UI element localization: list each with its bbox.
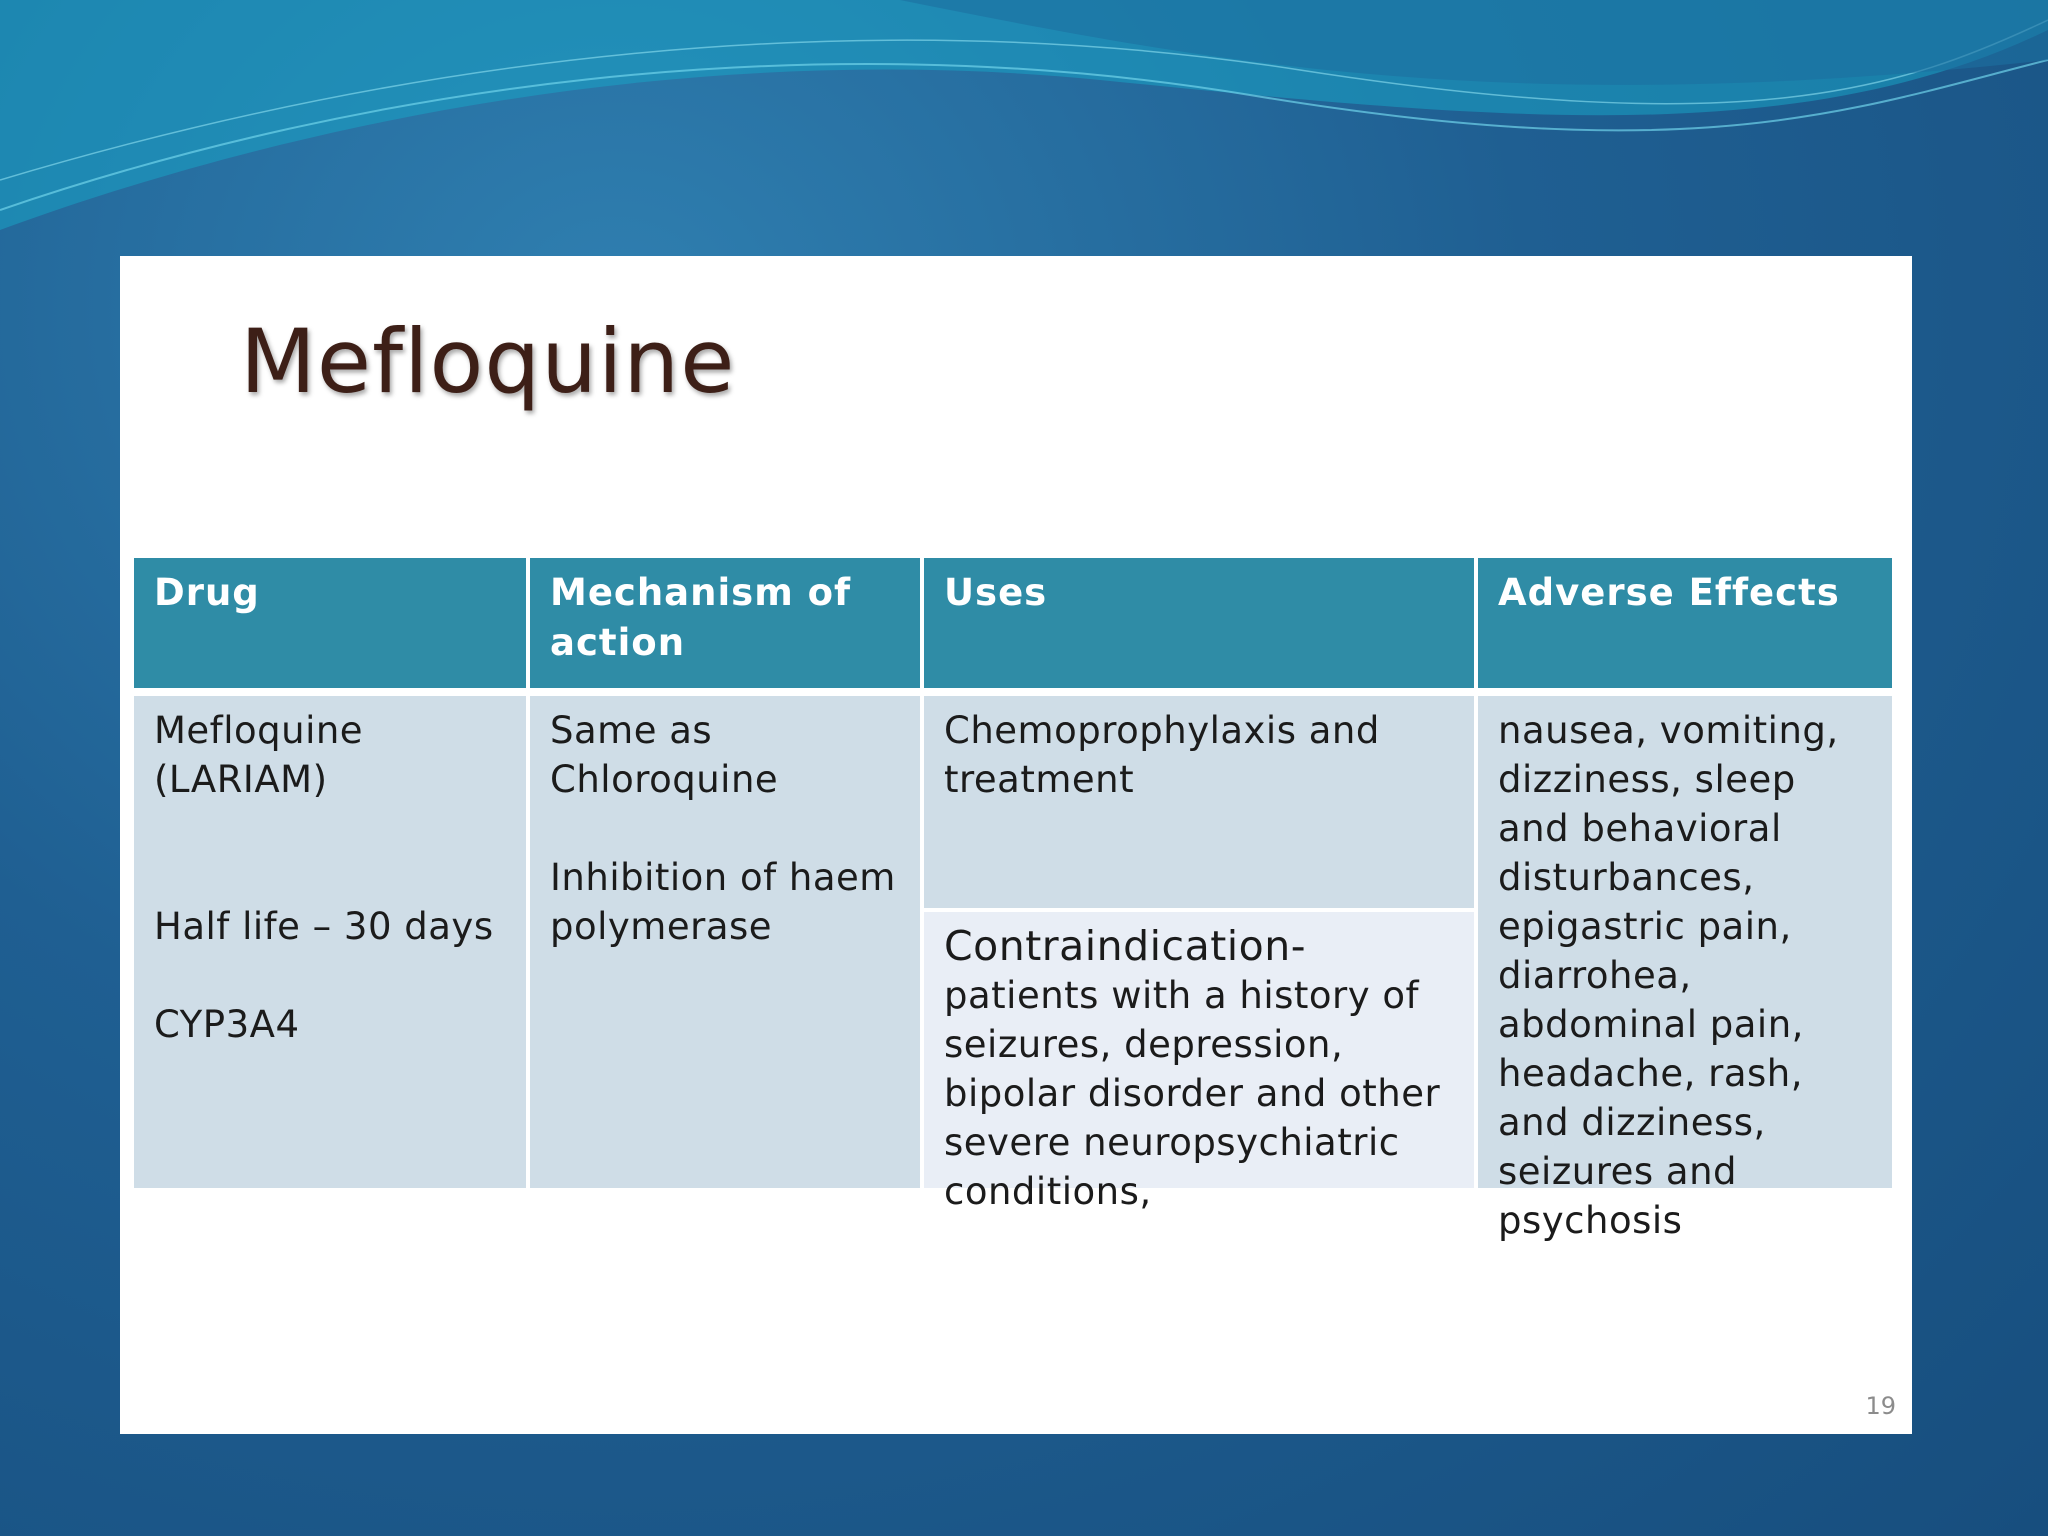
uses-primary-text: Chemoprophylaxis and treatment [944,709,1380,801]
cell-uses-primary [924,696,1474,908]
background-wave-decoration [0,0,2048,260]
cell-mechanism [530,696,920,1188]
adverse-effects-text: nausea, vomiting, dizziness, sleep and behavioral disturbances, epigastric pain, diarrohea, abdominal pain, headache, rash, and dizziness, seizures and psychosis [1498,709,1839,1242]
cell-uses-contraindication [924,912,1474,1213]
mechanism-line-2: Inhibition of haem polymerase [550,856,896,948]
slide-title: Mefloquine [240,310,736,413]
drug-half-life: Half life – 30 days [154,905,494,948]
drug-table [134,558,1892,1242]
header-uses: Uses [924,558,1474,688]
mechanism-line-1: Same as Chloroquine [550,709,779,801]
drug-metabolism: CYP3A4 [154,1003,300,1046]
contraindication-label: Contraindication- [944,922,1307,970]
cell-adverse-effects [1478,696,1892,1242]
header-mechanism: Mechanism of action [530,558,920,688]
page-number: 19 [1865,1392,1896,1420]
cell-drug [134,696,526,1188]
header-adverse-effects: Adverse Effects [1478,558,1892,688]
contraindication-text: patients with a history of seizures, depression, bipolar disorder and other severe neuropsychiatric conditions, [944,974,1441,1213]
drug-name: Mefloquine (LARIAM) [154,709,364,801]
slide-panel [120,256,1912,1434]
header-drug: Drug [134,558,526,688]
